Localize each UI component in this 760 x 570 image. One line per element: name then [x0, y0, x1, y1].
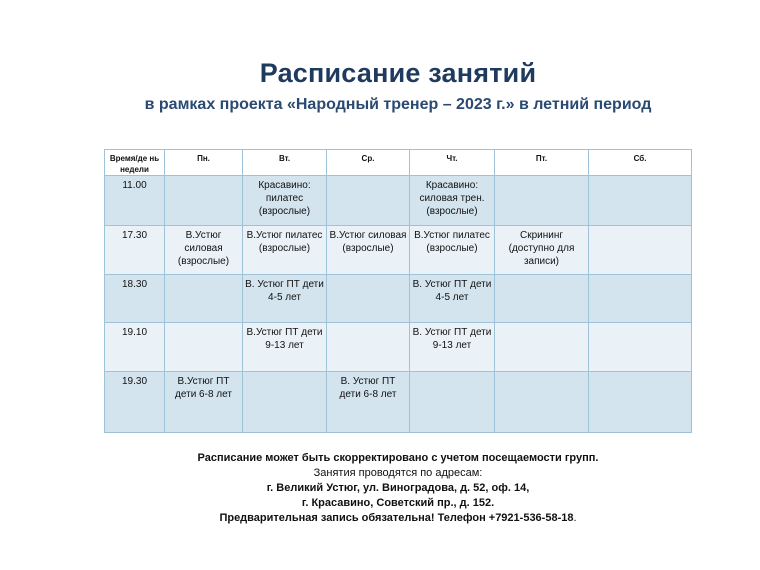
schedule-cell — [327, 275, 410, 323]
header-fri: Пт. — [495, 150, 589, 176]
header-mon: Пн. — [165, 150, 243, 176]
time-cell: 11.00 — [105, 176, 165, 226]
time-cell: 18.30 — [105, 275, 165, 323]
schedule-cell: В.Устюг силовая (взрослые) — [165, 226, 243, 275]
schedule-cell: В. Устюг ПТ дети 4-5 лет — [410, 275, 495, 323]
schedule-cell — [165, 176, 243, 226]
page-subtitle: в рамках проекта «Народный тренер – 2023 г.» в летний период — [144, 96, 652, 113]
header-sat: Сб. — [589, 150, 692, 176]
schedule-cell: В.Устюг пилатес (взрослые) — [243, 226, 327, 275]
schedule-cell — [589, 226, 692, 275]
schedule-cell: В. Устюг ПТ дети 4-5 лет — [243, 275, 327, 323]
table-row — [105, 323, 692, 372]
schedule-cell — [589, 323, 692, 372]
footer-notice: Расписание может быть скорректировано с учетом посещаемости групп. — [197, 452, 599, 464]
schedule-cell: Красавино: силовая трен. (взрослые) — [410, 176, 495, 226]
schedule-cell — [589, 372, 692, 433]
footer-phone-line — [0, 511, 760, 526]
schedule-cell — [165, 323, 243, 372]
schedule-cell: Скрининг (доступно для записи) — [495, 226, 589, 275]
header-tue: Вт. — [243, 150, 327, 176]
schedule-cell — [410, 372, 495, 433]
table-row — [105, 275, 692, 323]
header-thu: Чт. — [410, 150, 495, 176]
schedule-cell: В.Устюг ПТ дети 6-8 лет — [165, 372, 243, 433]
schedule-cell — [495, 275, 589, 323]
schedule-cell — [495, 372, 589, 433]
schedule-cell — [327, 323, 410, 372]
schedule-cell: В.Устюг пилатес (взрослые) — [410, 226, 495, 275]
table-row — [105, 176, 692, 226]
schedule-cell — [327, 176, 410, 226]
time-cell: 19.30 — [105, 372, 165, 433]
page-title: Расписание занятий — [259, 58, 537, 88]
schedule-cell: В.Устюг ПТ дети 9-13 лет — [243, 323, 327, 372]
footer-address-ustyug: г. Великий Устюг, ул. Виноградова, д. 52, оф. 14, — [266, 482, 530, 494]
table-row — [105, 226, 692, 275]
schedule-cell: Красавино: пилатес (взрослые) — [243, 176, 327, 226]
header-time-day: Время/де нь недели — [105, 150, 165, 176]
schedule-cell — [165, 275, 243, 323]
schedule-cell — [495, 323, 589, 372]
schedule-cell: В. Устюг ПТ дети 9-13 лет — [410, 323, 495, 372]
table-header-row — [105, 150, 692, 176]
schedule-cell: В. Устюг ПТ дети 6-8 лет — [327, 372, 410, 433]
schedule-cell — [495, 176, 589, 226]
time-cell: 19.10 — [105, 323, 165, 372]
header-wed: Ср. — [327, 150, 410, 176]
schedule-table — [104, 149, 692, 433]
footer-phone: Предварительная запись обязательна! Телефон +7921-536-58-18 — [219, 512, 574, 524]
footer-address-krasavino: г. Красавино, Советский пр., д. 152. — [301, 497, 495, 509]
footer-addresses-label: Занятия проводятся по адресам: — [313, 467, 483, 479]
schedule-cell — [589, 275, 692, 323]
time-cell: 17.30 — [105, 226, 165, 275]
footer-notes — [0, 451, 760, 526]
schedule-cell — [589, 176, 692, 226]
schedule-cell: В.Устюг силовая (взрослые) — [327, 226, 410, 275]
schedule-cell — [243, 372, 327, 433]
footer-phone-end: . — [573, 512, 577, 524]
table-row — [105, 372, 692, 433]
